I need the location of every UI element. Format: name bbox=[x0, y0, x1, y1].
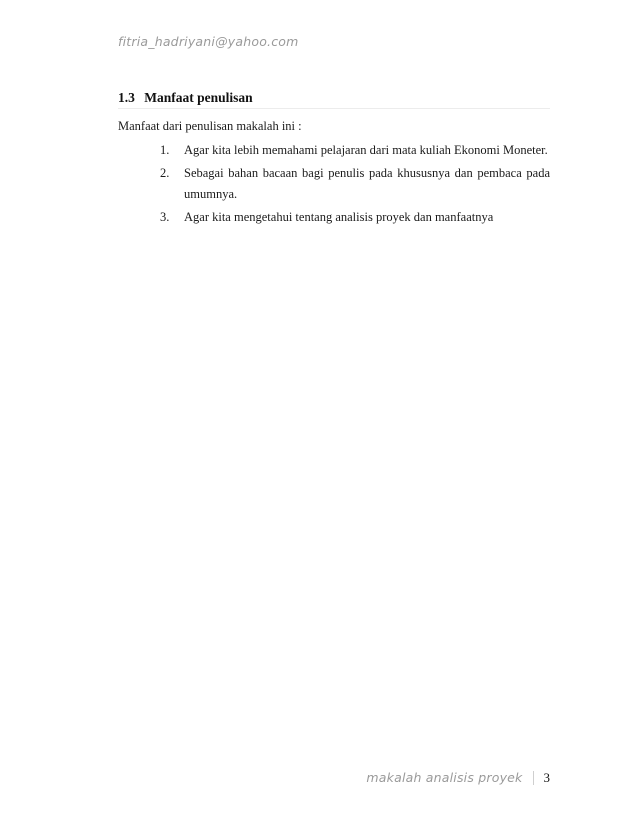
header-email: fitria_hadriyani@yahoo.com bbox=[118, 34, 299, 49]
list-item bbox=[160, 140, 550, 161]
section-heading bbox=[118, 90, 253, 106]
section-intro: Manfaat dari penulisan makalah ini : bbox=[118, 119, 302, 133]
page-footer bbox=[366, 770, 550, 786]
list-item-number: 1. bbox=[160, 143, 170, 157]
list-item-text: Agar kita lebih memahami pelajaran dari mata kuliah Ekonomi Moneter. bbox=[184, 143, 548, 157]
list-item-text: Agar kita mengetahui tentang analisis proyek dan manfaatnya bbox=[184, 210, 494, 224]
heading-divider bbox=[118, 108, 550, 109]
footer-divider bbox=[533, 771, 534, 785]
section-number: 1.3 bbox=[118, 90, 135, 105]
list-item-number: 2. bbox=[160, 166, 170, 180]
list-item bbox=[160, 207, 550, 228]
list-item bbox=[160, 163, 550, 205]
page-number: 3 bbox=[543, 770, 550, 785]
section-title: Manfaat penulisan bbox=[144, 90, 253, 105]
list-item-number: 3. bbox=[160, 210, 170, 224]
footer-title: makalah analisis proyek bbox=[366, 770, 523, 785]
list-item-text: Sebagai bahan bacaan bagi penulis pada khususnya dan pembaca pada umumnya. bbox=[184, 166, 550, 201]
benefits-list bbox=[160, 140, 550, 230]
